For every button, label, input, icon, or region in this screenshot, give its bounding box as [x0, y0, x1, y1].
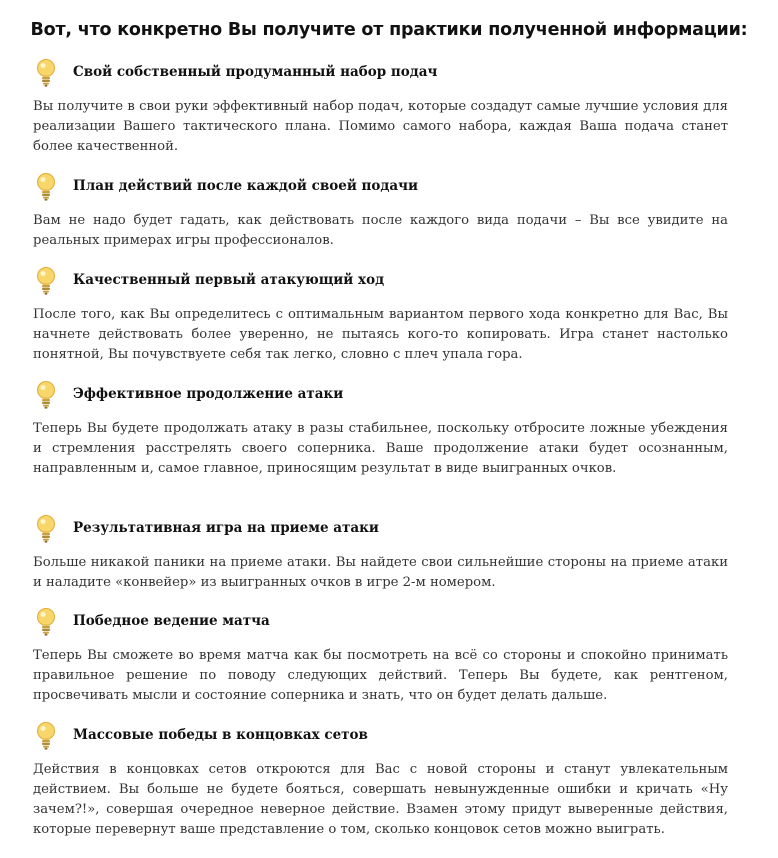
- benefit-section: [33, 607, 728, 706]
- benefit-text: Теперь Вы будете продолжать атаку в разы стабильнее, поскольку отбросите ложные убеждения и стремления расстрелять своего соперника. Ваше продолжение атаки будет осознанным, направленным и, самое главное, приносящим результат в виде выигранных очков.: [33, 421, 728, 476]
- benefit-heading: План действий после каждой своей подачи: [73, 178, 419, 194]
- lightbulb-icon: [35, 721, 57, 751]
- benefit-section: [33, 721, 728, 840]
- benefit-text: Теперь Вы сможете во время матча как бы посмотреть на всё со стороны и спокойно принимать правильное решение по поводу следующих действий. Теперь Вы будете, как рентгеном, просвечивать мысли и состояние соперника и знать, что он будет делать дальше.: [33, 648, 728, 703]
- lightbulb-icon: [35, 172, 57, 202]
- benefit-heading-row: [33, 721, 728, 751]
- lightbulb-icon: [35, 607, 57, 637]
- benefit-text: Вам не надо будет гадать, как действовать после каждого вида подачи – Вы все увидите на реальных примерах игры профессионалов.: [33, 213, 728, 248]
- benefit-text: После того, как Вы определитесь с оптимальным вариантом первого хода конкретно для Вас, Вы начнете действовать более уверенно, не пытаясь кого-то копировать. Игра станет настолько понятной, Вы почувствуете себя так легко, словно с плеч упала гора.: [33, 307, 728, 362]
- benefit-heading-row: [33, 58, 728, 88]
- benefit-heading: Эффективное продолжение атаки: [73, 386, 344, 402]
- benefit-heading-row: [33, 380, 728, 410]
- page-title: Вот, что конкретно Вы получите от практики полученной информации:: [30, 20, 748, 40]
- benefit-section: [33, 380, 728, 479]
- lightbulb-icon: [35, 514, 57, 544]
- lightbulb-icon: [35, 58, 57, 88]
- benefit-section: [33, 266, 728, 365]
- benefit-heading-row: [33, 172, 728, 202]
- benefit-heading: Качественный первый атакующий ход: [73, 272, 385, 288]
- benefit-heading: Победное ведение матча: [73, 613, 270, 629]
- lightbulb-icon: [35, 380, 57, 410]
- benefit-text: Вы получите в свои руки эффективный набор подач, которые создадут самые лучшие условия для реализации Вашего тактического плана. Помимо самого набора, каждая Ваша подача станет более качественной.: [33, 99, 728, 154]
- benefit-heading: Массовые победы в концовках сетов: [73, 727, 368, 743]
- benefit-heading-row: [33, 266, 728, 296]
- benefit-heading-row: [33, 514, 728, 544]
- benefit-heading-row: [33, 607, 728, 637]
- benefit-heading: Свой собственный продуманный набор подач: [73, 64, 438, 80]
- benefit-section: [33, 58, 728, 157]
- benefit-section: [33, 514, 728, 593]
- benefit-section: [33, 172, 728, 251]
- benefit-text: Действия в концовках сетов откроются для Вас с новой стороны и станут увлекательным действием. Вы больше не будете бояться, совершать невынужденные ошибки и кричать «Ну зачем?!», совершая очередное неверное действие. Взамен этому придут выверенные действия, которые перевернут ваше представление о том, сколько концовок сетов можно выиграть.: [33, 762, 728, 837]
- lightbulb-icon: [35, 266, 57, 296]
- benefit-text: Больше никакой паники на приеме атаки. Вы найдете свои сильнейшие стороны на приеме атаки и наладите «конвейер» из выигранных очков в игре 2-м номером.: [33, 555, 728, 590]
- benefit-heading: Результативная игра на приеме атаки: [73, 520, 379, 536]
